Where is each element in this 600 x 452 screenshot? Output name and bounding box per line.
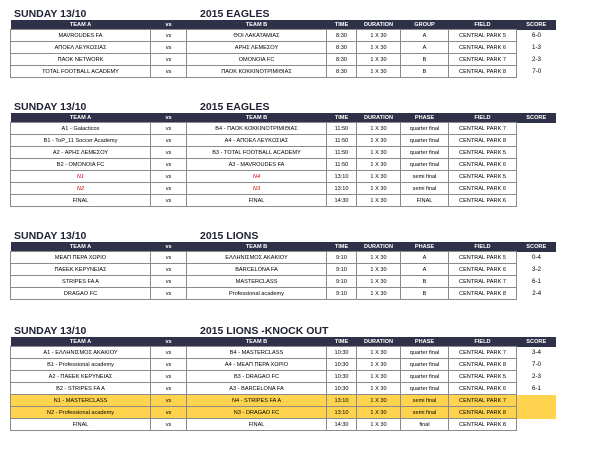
stage-cell: FINAL [401,195,449,207]
duration-cell: 1 X 30 [357,30,401,42]
match-row [11,288,557,300]
team-a-cell: A2 - ΠΑΕΕΚ ΚΕΡΥΝΕΙΑΣ [11,371,151,383]
vs-cell: vs [151,347,187,359]
header-row [11,242,557,252]
duration-cell: 1 X 30 [357,252,401,264]
column-header: FIELD [449,337,517,347]
time-cell: 13:10 [327,407,357,419]
score-cell: 1-3 [532,44,541,51]
field-cell: CENTRAL PARK 5 [449,171,517,183]
header-row [11,113,557,123]
vs-cell: vs [151,288,187,300]
vs-cell: vs [151,252,187,264]
match-row [11,276,557,288]
schedule-table [10,337,557,431]
vs-cell: vs [151,195,187,207]
duration-cell: 1 X 30 [357,135,401,147]
field-cell: CENTRAL PARK 7 [449,54,517,66]
field-cell: CENTRAL PARK 5 [449,30,517,42]
score-cell: 2-3 [532,56,541,63]
column-header: SCORE [517,242,557,252]
column-header: SCORE [517,337,557,347]
score-cell [517,171,557,183]
vs-cell: vs [151,147,187,159]
match-row [11,123,557,135]
score-cell: 3-4 [532,349,541,356]
team-b-cell: B3 - DRAGAO FC [187,371,327,383]
vs-cell: vs [151,171,187,183]
column-header: FIELD [449,113,517,123]
team-b-cell: Professional academy [187,288,327,300]
column-header: TEAM B [187,337,327,347]
duration-cell: 1 X 30 [357,159,401,171]
field-cell: CENTRAL PARK 6 [449,183,517,195]
team-b-cell: B3 - TOTAL FOOTBALL ACADEMY [187,147,327,159]
time-cell: 13:10 [327,183,357,195]
section-title: 2015 EAGLES [200,101,270,113]
time-cell: 14:30 [327,195,357,207]
team-a-cell: A1 - ΕΛΛΗΝΙΣΜΟΣ ΑΚΑΚΙΟΥ [11,347,151,359]
column-header: SCORE [517,20,557,30]
time-cell: 11:50 [327,135,357,147]
team-a-cell: B2 - OMONOIA FC [11,159,151,171]
duration-cell: 1 X 30 [357,147,401,159]
column-header: PHASE [401,242,449,252]
vs-cell: vs [151,30,187,42]
section-title: 2015 EAGLES [200,8,270,20]
stage-cell: quarter final [401,347,449,359]
score-cell [517,195,557,207]
duration-cell: 1 X 30 [357,54,401,66]
match-row [11,30,557,42]
team-a-cell: ΑΠΟΕΛ ΛΕΥΚΩΣΙΑΣ [11,42,151,54]
field-cell: CENTRAL PARK 5 [449,147,517,159]
match-row [11,54,557,66]
duration-cell: 1 X 30 [357,359,401,371]
time-cell: 8:30 [327,42,357,54]
field-cell: CENTRAL PARK 7 [449,347,517,359]
vs-cell: vs [151,264,187,276]
duration-cell: 1 X 30 [357,371,401,383]
field-cell: CENTRAL PARK 7 [449,395,517,407]
header-row [11,20,557,30]
column-header: FIELD [449,20,517,30]
match-row [11,264,557,276]
score-cell [517,395,557,407]
section-day: SUNDAY 13/10 [14,101,87,113]
column-header: vs [151,113,187,123]
team-a-cell: FINAL [11,419,151,431]
stage-cell: B [401,66,449,78]
column-header: TEAM A [11,242,151,252]
time-cell: 14:30 [327,419,357,431]
column-header: TEAM B [187,242,327,252]
match-row [11,383,557,395]
team-b-cell: MASTERCLASS [187,276,327,288]
team-a-cell: A2 - ΑΡΗΣ ΛΕΜΕΣΟΥ [11,147,151,159]
section-day: SUNDAY 13/10 [14,230,87,242]
team-b-cell: OMONOIA FC [187,54,327,66]
time-cell: 8:30 [327,66,357,78]
column-header: PHASE [401,113,449,123]
schedule-section-eagles-knockout [0,101,600,207]
stage-cell: A [401,264,449,276]
time-cell: 10:30 [327,383,357,395]
column-header: TEAM A [11,113,151,123]
time-cell: 9:10 [327,276,357,288]
schedule-section-lions-knockout [0,325,600,431]
schedule-table [10,242,557,300]
score-cell: 3-2 [532,266,541,273]
column-header: vs [151,337,187,347]
team-b-cell: A3 - MAVROUDES FA [187,159,327,171]
team-b-cell: A4 - ΜΕΑΠ ΠΕΡΑ ΧΩΡΙΟ [187,359,327,371]
stage-cell: quarter final [401,383,449,395]
section-title: 2015 LIONS [200,230,259,242]
field-cell: CENTRAL PARK 8 [449,288,517,300]
stage-cell: quarter final [401,147,449,159]
team-b-cell: FINAL [187,195,327,207]
duration-cell: 1 X 30 [357,383,401,395]
team-b-cell: FINAL [187,419,327,431]
team-b-cell: B4 - MASTERCLASS [187,347,327,359]
vs-cell: vs [151,276,187,288]
column-header: TEAM B [187,113,327,123]
score-cell [517,159,557,171]
match-row [11,407,557,419]
field-cell: CENTRAL PARK 7 [449,123,517,135]
match-row [11,347,557,359]
vs-cell: vs [151,395,187,407]
column-header: DURATION [357,113,401,123]
score-cell: 7-0 [532,361,541,368]
section-title: 2015 LIONS -KNOCK OUT [200,325,329,337]
duration-cell: 1 X 30 [357,395,401,407]
team-a-cell: DRAGAO FC [11,288,151,300]
stage-cell: quarter final [401,371,449,383]
duration-cell: 1 X 30 [357,171,401,183]
team-a-cell: N1 - MASTERCLASS [11,395,151,407]
match-row [11,395,557,407]
vs-cell: vs [151,159,187,171]
stage-cell: A [401,252,449,264]
vs-cell: vs [151,383,187,395]
column-header: TEAM A [11,20,151,30]
column-header: vs [151,20,187,30]
team-a-cell: ΠΑΟΚ NETWORK [11,54,151,66]
section-day: SUNDAY 13/10 [14,8,87,20]
schedule-table [10,20,557,78]
team-a-cell: B1 - ToP_11 Soccer Academy [11,135,151,147]
score-cell [517,407,557,419]
field-cell: CENTRAL PARK 8 [449,66,517,78]
field-cell: CENTRAL PARK 8 [449,359,517,371]
stage-cell: quarter final [401,123,449,135]
team-b-cell: ΠΑΟΚ ΚΟΚΚΙΝΟΤΡΙΜΙΘΙΑΣ [187,66,327,78]
score-cell: 7-0 [532,68,542,75]
column-header: SCORE [517,113,557,123]
match-row [11,252,557,264]
duration-cell: 1 X 30 [357,407,401,419]
match-row [11,147,557,159]
team-a-cell: STRIPES FA A [11,276,151,288]
stage-cell: B [401,54,449,66]
vs-cell: vs [151,66,187,78]
vs-cell: vs [151,407,187,419]
field-cell: CENTRAL PARK 8 [449,135,517,147]
vs-cell: vs [151,371,187,383]
duration-cell: 1 X 30 [357,195,401,207]
match-row [11,419,557,431]
vs-cell: vs [151,183,187,195]
duration-cell: 1 X 30 [357,264,401,276]
team-a-cell: ΜΕΑΠ ΠΕΡΑ ΧΩΡΙΟ [11,252,151,264]
team-a-cell: N1 [11,171,151,183]
field-cell: CENTRAL PARK 5 [449,252,517,264]
stage-cell: semi final [401,407,449,419]
section-day: SUNDAY 13/10 [14,325,87,337]
vs-cell: vs [151,42,187,54]
duration-cell: 1 X 30 [357,347,401,359]
match-row [11,195,557,207]
score-cell: 2-4 [532,290,542,297]
time-cell: 11:50 [327,159,357,171]
stage-cell: quarter final [401,135,449,147]
team-b-cell: A4 - ΑΠΟΕΛ ΛΕΥΚΩΣΙΑΣ [187,135,327,147]
duration-cell: 1 X 30 [357,183,401,195]
team-a-cell: MAVROUDES FA [11,30,151,42]
column-header: DURATION [357,242,401,252]
schedule-table [10,113,557,207]
vs-cell: vs [151,359,187,371]
column-header: TIME [327,113,357,123]
field-cell: CENTRAL PARK 6 [449,264,517,276]
match-row [11,135,557,147]
time-cell: 10:30 [327,347,357,359]
field-cell: CENTRAL PARK 6 [449,383,517,395]
time-cell: 8:30 [327,30,357,42]
column-header: vs [151,242,187,252]
match-row [11,171,557,183]
stage-cell: A [401,30,449,42]
stage-cell: quarter final [401,359,449,371]
score-cell: 0-4 [532,254,541,261]
stage-cell: A [401,42,449,54]
schedule-section-eagles-groups [0,8,600,78]
stage-cell: semi final [401,183,449,195]
time-cell: 13:10 [327,171,357,183]
stage-cell: semi final [401,395,449,407]
time-cell: 9:10 [327,264,357,276]
stage-cell: semi final [401,171,449,183]
team-b-cell: BARCELONA FA [187,264,327,276]
team-b-cell: N4 - STRIPES FA A [187,395,327,407]
time-cell: 11:50 [327,147,357,159]
header-row [11,337,557,347]
team-b-cell: ΕΛΛΗΝΙΣΜΟΣ ΑΚΑΚΙΟΥ [187,252,327,264]
column-header: DURATION [357,20,401,30]
team-a-cell: B1 - Professional academy [11,359,151,371]
team-b-cell: B4 - ΠΑΟΚ ΚΟΚΚΙΝΟΤΡΙΜΙΘΙΑΣ [187,123,327,135]
column-header: FIELD [449,242,517,252]
field-cell: CENTRAL PARK 8 [449,407,517,419]
column-header: PHASE [401,337,449,347]
field-cell: CENTRAL PARK 7 [449,276,517,288]
time-cell: 10:30 [327,371,357,383]
match-row [11,371,557,383]
time-cell: 11:50 [327,123,357,135]
team-a-cell: N2 - Professional academy [11,407,151,419]
column-header: DURATION [357,337,401,347]
time-cell: 9:10 [327,288,357,300]
duration-cell: 1 X 30 [357,419,401,431]
team-b-cell: A3 - BARCELONA FA [187,383,327,395]
score-cell: 6-1 [532,278,541,285]
team-a-cell: A1 - Galacticos [11,123,151,135]
column-header: TIME [327,20,357,30]
score-cell: 2-3 [532,373,541,380]
match-row [11,183,557,195]
team-b-cell: N4 [187,171,327,183]
score-cell [517,123,557,135]
score-cell [517,183,557,195]
stage-cell: B [401,288,449,300]
time-cell: 8:30 [327,54,357,66]
team-a-cell: FINAL [11,195,151,207]
column-header: GROUP [401,20,449,30]
column-header: TEAM A [11,337,151,347]
duration-cell: 1 X 30 [357,66,401,78]
field-cell: CENTRAL PARK 8 [449,419,517,431]
time-cell: 10:30 [327,359,357,371]
duration-cell: 1 X 30 [357,42,401,54]
team-b-cell: N3 [187,183,327,195]
team-b-cell: N3 - DRAGAO FC [187,407,327,419]
team-a-cell: TOTAL FOOTBALL ACADEMY [11,66,151,78]
vs-cell: vs [151,123,187,135]
stage-cell: final [401,419,449,431]
team-a-cell: ΠΑΕΕΚ ΚΕΡΥΝΕΙΑΣ [11,264,151,276]
stage-cell: B [401,276,449,288]
field-cell: CENTRAL PARK 6 [449,159,517,171]
team-b-cell: ΘΟΙ ΛΑΚΑΤΑΜΙΑΣ [187,30,327,42]
score-cell [517,419,557,431]
team-a-cell: B2 - STRIPES FA A [11,383,151,395]
column-header: TEAM B [187,20,327,30]
column-header: TIME [327,242,357,252]
field-cell: CENTRAL PARK 6 [449,42,517,54]
match-row [11,159,557,171]
field-cell: CENTRAL PARK 6 [449,195,517,207]
match-row [11,359,557,371]
vs-cell: vs [151,54,187,66]
score-cell [517,147,557,159]
match-row [11,42,557,54]
team-b-cell: ΑΡΗΣ ΛΕΜΕΣΟΥ [187,42,327,54]
duration-cell: 1 X 30 [357,123,401,135]
column-header: TIME [327,337,357,347]
stage-cell: quarter final [401,159,449,171]
time-cell: 9:10 [327,252,357,264]
field-cell: CENTRAL PARK 5 [449,371,517,383]
team-a-cell: N2 [11,183,151,195]
duration-cell: 1 X 30 [357,276,401,288]
time-cell: 13:10 [327,395,357,407]
score-cell: 6-1 [532,385,541,392]
score-cell: 6-0 [532,32,541,39]
duration-cell: 1 X 30 [357,288,401,300]
schedule-section-lions-groups [0,230,600,300]
score-cell [517,135,557,147]
vs-cell: vs [151,135,187,147]
vs-cell: vs [151,419,187,431]
match-row [11,66,557,78]
